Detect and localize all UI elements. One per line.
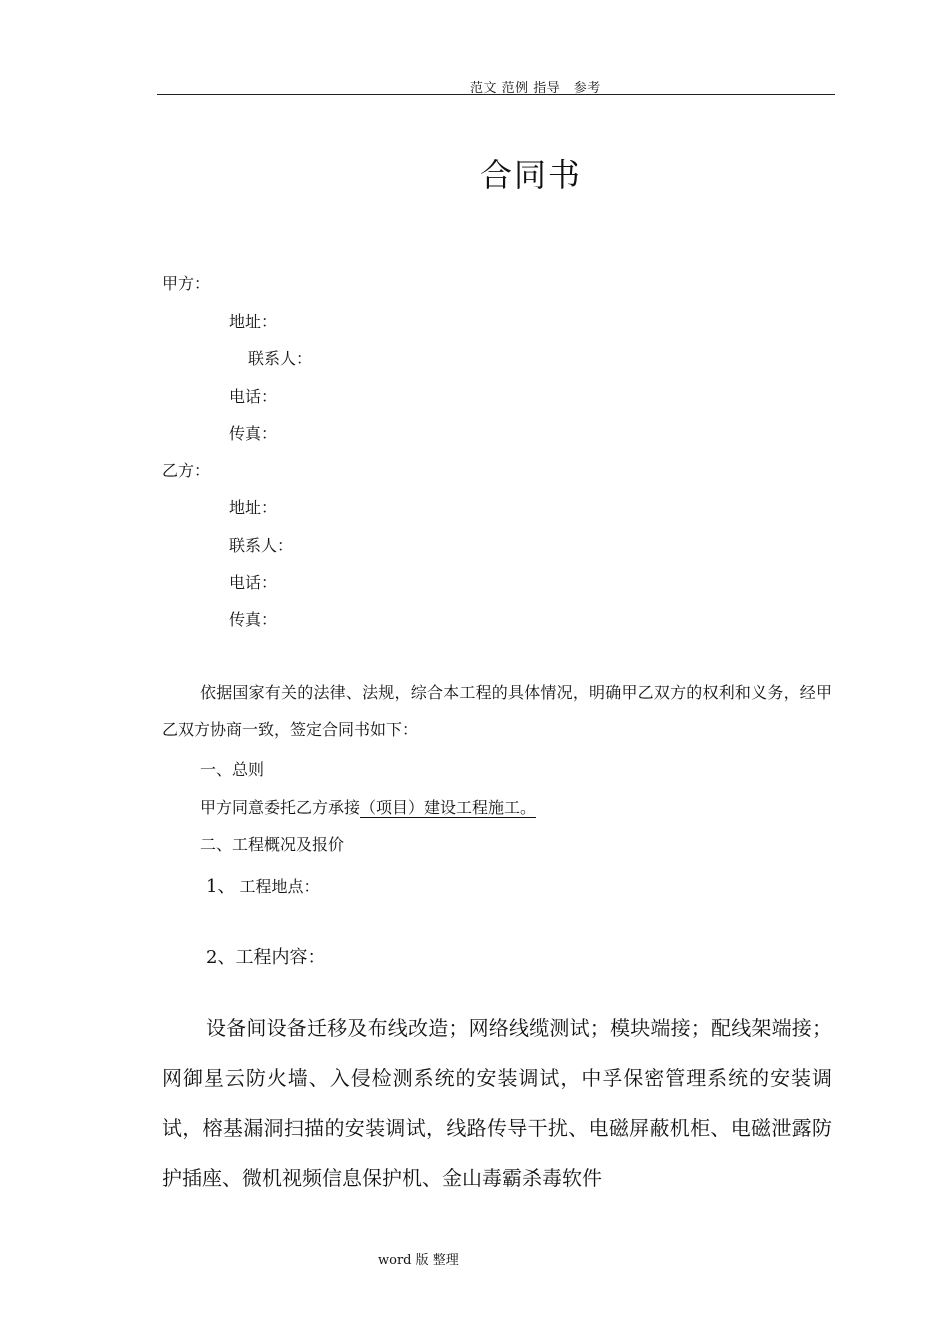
page-footer: word 版 整理 [378,1253,459,1268]
section-1-text-prefix: 甲方同意委托乙方承接 [200,798,361,817]
intro-paragraph: 依据国家有关的法律、法规，综合本工程的具体情况，明确甲乙双方的权利和义务，经甲乙双方协商一致，签定合同书如下： [162,683,832,739]
party-a-phone: 电话： [229,387,278,406]
party-a-label: 甲方： [162,274,211,293]
item-1-site [206,872,319,898]
item-2-content-heading: 2、工程内容： [206,947,326,968]
section-2-heading: 二、工程概况及报价 [200,835,345,854]
party-a-contact: 联系人： [248,349,313,368]
section-1-text [200,795,536,818]
party-b-address: 地址： [229,498,278,517]
work-content-paragraph: 设备间设备迁移及布线改造；网络线缆测试；模块端接；配线架端接；网御星云防火墙、入侵检测系统的安装调试，中孚保密管理系统的安装调试，榕基漏洞扫描的安装调试，线路传导干扰、电磁屏蔽机柜、电磁泄露防护插座、微机视频信息保护机、金山毒霸杀毒软件 [162,1016,832,1190]
party-b-fax: 传真： [229,610,278,629]
party-b-label: 乙方： [162,461,211,480]
party-b-phone: 电话： [229,573,278,592]
party-a-address: 地址： [229,312,278,331]
document-title: 合同书 [480,156,583,194]
section-1-heading: 一、总则 [200,760,265,779]
party-a-fax: 传真： [229,424,278,443]
item-1-number: 1、 [206,876,236,897]
page-header: 范文 范例 指导 参考 [470,81,601,96]
project-blank: （项目）建设工程施工。 [360,798,537,817]
party-b-contact: 联系人： [229,536,294,555]
item-1-label: 工程地点： [239,877,320,896]
header-divider [157,94,835,95]
